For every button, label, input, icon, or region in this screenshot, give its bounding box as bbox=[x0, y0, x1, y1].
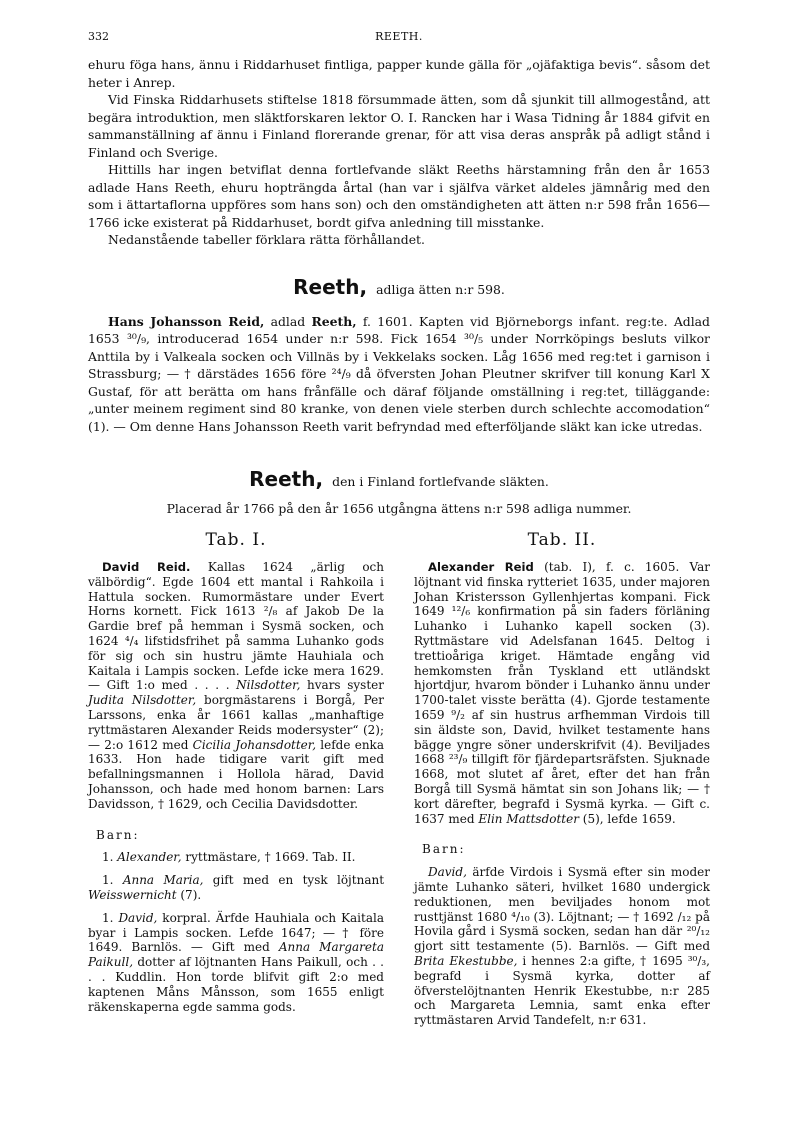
section-heading-adliga bbox=[88, 275, 710, 299]
entry-text: dotter af löjtnanten Hans Paikull, och . . . . Kuddlin. Hon torde blifvit gift 2:o med kaptenen Måns Månsson, som 1655 enligt räkenskaperna egde samma gods. bbox=[88, 955, 384, 1014]
section-subtitle: adliga ätten n:r 598. bbox=[376, 281, 505, 297]
section-title: Reeth, bbox=[249, 467, 324, 491]
intro-text bbox=[88, 56, 710, 249]
intro-paragraph-4: Nedanstående tabeller förklara rätta förhållandet. bbox=[108, 232, 425, 247]
page-header bbox=[88, 24, 710, 44]
entry-text: i hennes 2:a gifte, † 1695 ³⁰/₃, begrafd i Sysmä kyrka, dotter af öfverstelöjtnanten Henrik Ekestubbe, n:r 285 och Margareta Lemnia, samt enka efter ryttmästaren Arvid Tandefelt, n:r 631. bbox=[414, 953, 710, 1028]
entry-text: gift med en tysk löjtnant bbox=[203, 873, 385, 888]
entry-text: korpral. Ärfde Hauhiala och Kaitala byar i Lampis socken. Lefde 1647; — † före 1649. Barnlös. — Gift med bbox=[88, 910, 384, 955]
tab-2-heading: Tab. II. bbox=[527, 530, 597, 550]
entry-text: hvars syster bbox=[300, 678, 384, 693]
spouse-name: Anna Margareta Paikull, bbox=[88, 940, 385, 970]
hans-text: f. 1601. Kapten vid Björneborgs infant. reg:te. Adlad 1653 ³⁰/₉, introducerad 1654 under n:r 598. Fick 1654 ³⁰/₅ under Norrköpings besluts vilkor Anttila by i Valkeala socken och Villnäs by i Vekkelaks socken. Låg 1656 med reg:tet i garnison i Strassburg; — † därstädes 1656 före ²⁴/₉ då öfversten Johan Pleutner skrifver till konung Karl X Gustaf, för att berätta om hans frånfälle och däraf följande omställning i reg:tet, tilläggande: „unter meinem regiment sind 80 kranke, von denen viele sterben durch schlechte accomodation“ (1). — Om denne Hans Johansson Reeth varit befryndad med efterföljande släkt kan icke utredas. bbox=[88, 313, 710, 434]
child-number: 1. bbox=[102, 850, 118, 865]
page-number: 332 bbox=[88, 30, 109, 43]
child-entry bbox=[414, 865, 710, 1028]
entry-text: (7). bbox=[176, 887, 202, 902]
entry-text: (tab. I), f. c. 1605. Var löjtnant vid finska rytteriet 1635, under majoren Johan Kristersson Gyllenhjertas kompani. Fick 1649 ¹²/₆ konfirmation på sin faders förläning Luhanko i Luhanko kapell socken (3). Ryttmästare vid Adelsfanan 1645. Deltog i trettioåriga kriget. Hämtade engång vid hemkomsten från Tyskland ett utländskt hjortdjur, hvarom bönder i Luhanko ännu under 1700-talet visste berätta (4). Gjorde testamente 1659 ⁹/₂ af sin hustrus arfhemman Virdois till sin äldste son, David, hvilket testamente hans bägge yngre söner underskrifvit (4). Beviljades 1668 ²³/₉ tillgift för fjärdepartsräfsten. Sjuknade 1668, mot slutet af året, efter det han från Borgå till Sysmä hämtat sin son Johans lik; — † kort därefter, begrafd i Sysmä kyrka. — Gift c. 1637 med bbox=[414, 560, 710, 826]
spouse-name: Brita Ekestubbe, bbox=[414, 953, 518, 968]
section-subtitle: den i Finland fortlefvande släkten. bbox=[332, 474, 549, 489]
child-name: David, bbox=[428, 865, 467, 880]
intro-paragraph-1: ehuru föga hans, ännu i Riddarhuset fintliga, papper kunde gälla för „ojäfaktiga bevis“. såsom det heter i Anrep. bbox=[88, 57, 710, 90]
tab-2-column bbox=[414, 530, 710, 1028]
person-name: David Reid. bbox=[102, 560, 191, 574]
spouse-name: Elin Mattsdotter bbox=[478, 811, 579, 826]
tab-1-column bbox=[88, 530, 384, 1028]
david-reid-entry bbox=[88, 560, 384, 812]
tab-1-heading: Tab. I. bbox=[205, 530, 267, 550]
hans-name: Hans Johansson Reid, bbox=[108, 313, 265, 329]
person-name: Alexander Reid bbox=[428, 560, 534, 574]
spouse-name: Cicilia Johansdotter, bbox=[192, 737, 317, 752]
entry-text: (5), lefde 1659. bbox=[578, 811, 676, 826]
entry-text: lefde enka 1633. Hon hade tidigare varit gift med befallningsmannen i Hollola härad, David Johansson, och hade med honom barnen: Lars Davidsson, † 1629, och Cecilia Davidsdotter. bbox=[88, 737, 384, 811]
tables-columns bbox=[88, 530, 710, 1028]
hans-text: adlad bbox=[264, 313, 312, 329]
child-name: David, bbox=[118, 910, 158, 925]
barn-label: Barn: bbox=[96, 827, 140, 842]
child-number: 1. bbox=[102, 873, 123, 888]
page bbox=[88, 24, 710, 1028]
entry-text: Kallas 1624 „ärlig och välbördig“. Egde 1604 ett mantal i Rahkoila i Hattula socken. Rumormästare under Evert Horns kornett. Fick 1613 ²/₈ af Jakob De la Gardie bref på hemman i Sysmä socken, och 1624 ⁴/₄ lifstidsfrihet på samma Luhanko gods för sig och sin hustru jämte Hauhiala och Kaitala i Lampis socken. Lefde icke mera 1629. — Gift 1:o med . . . . bbox=[88, 560, 384, 693]
spouse-name: Weisswernicht bbox=[88, 887, 177, 902]
section-title: Reeth, bbox=[293, 274, 368, 299]
intro-paragraph-2: Vid Finska Riddarhusets stiftelse 1818 försummade ätten, som då sjunkit till allmogestånd, att begära introduktion, men släktforskaren lektor O. I. Rancken har i Wasa Tidning år 1884 gifvit en sammanställning af ännu i Finland florerande grenar, för att visa deras anspråk på adligt stånd i Finland och Sverige. bbox=[88, 92, 710, 160]
placement-note: Placerad år 1766 på den år 1656 utgångna ättens n:r 598 adliga nummer. bbox=[166, 501, 632, 516]
intro-paragraph-3: Hittills har ingen betviflat denna fortlefvande släkt Reeths härstamning från den år 1653 adlade Hans Reeth, ehuru hopträngda årtal (han var i själfva värket aldeles jämnårig med den som i ättartaflorna uppföres som hans son) och den omständigheten att ätten n:r 598 från 1656—1766 icke existerat på Riddarhuset, bordt gifva anledning till misstanke. bbox=[88, 162, 710, 230]
child-name: Alexander, bbox=[117, 850, 182, 865]
barn-label: Barn: bbox=[422, 842, 466, 857]
child-entry bbox=[88, 873, 384, 903]
running-title: REETH. bbox=[375, 30, 423, 43]
section-heading-finland bbox=[88, 467, 710, 491]
child-entry bbox=[88, 850, 384, 865]
entry-text: ryttmästare, † 1669. Tab. II. bbox=[181, 850, 356, 865]
child-entry bbox=[88, 911, 384, 1015]
child-number: 1. bbox=[102, 910, 119, 925]
hans-reeth: Reeth, bbox=[311, 313, 357, 329]
entry-text: borgmästarens i Borgå, Per Larssons, enka år 1661 kallas „manhaftige ryttmästaren Alexander Reids modersyster“ (2); — 2:o 1612 med bbox=[88, 693, 384, 752]
person-name-italic: Judita Nilsdotter, bbox=[88, 693, 197, 708]
child-name: Anna Maria, bbox=[122, 873, 204, 888]
spouse-name: Nilsdotter, bbox=[236, 678, 301, 693]
hans-entry bbox=[88, 313, 710, 436]
alexander-reid-entry bbox=[414, 560, 710, 826]
entry-text: ärfde Virdois i Sysmä efter sin moder jämte Luhanko säteri, hvilket 1680 undergick reduktionen, men beviljades honom mot rusttjänst 1680 ⁴/₁₀ (3). Löjtnant; — † 1692 /₁₂ på Hovila gård i Sysmä socken, sedan han där ²⁰/₁₂ gjort sitt testamente (5). Barnlös. — Gift med bbox=[414, 865, 710, 954]
